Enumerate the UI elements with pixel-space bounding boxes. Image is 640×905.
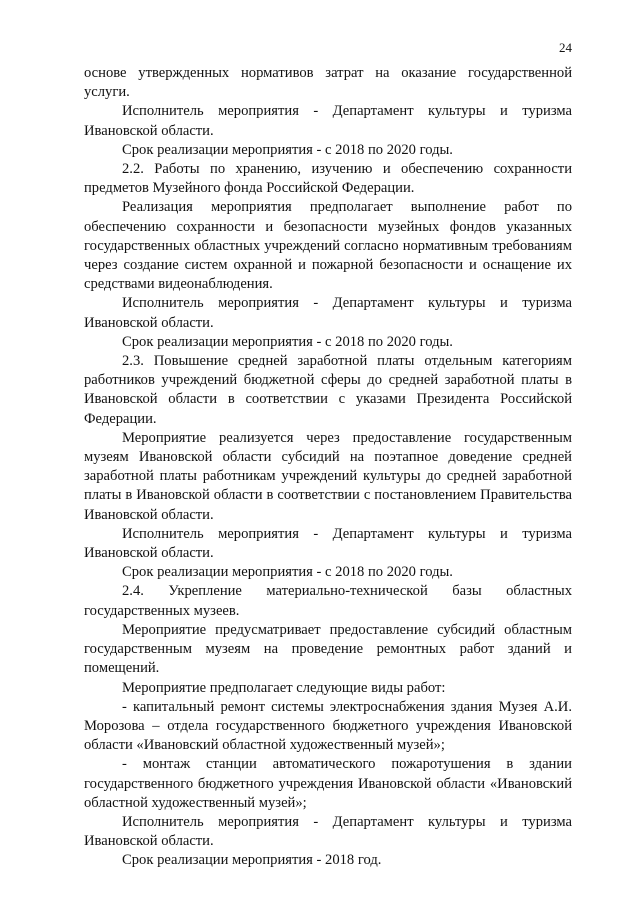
paragraph: Мероприятие предусматривает предоставление субсидий областным государственным музеям на проведение ремонтных работ зданий и помещений. [84,621,572,677]
paragraph: Исполнитель мероприятия - Департамент культуры и туризма Ивановской области. [84,103,572,139]
paragraph: 2.4. Укрепление материально-технической базы областных государственных музеев. [84,583,572,619]
document-body [84,64,572,871]
paragraph: - монтаж станции автоматического пожаротушения в здании государственного бюджетного учреждения Ивановской области «Ивановский областной художественный музей»; [84,756,572,811]
paragraph: Реализация мероприятия предполагает выполнение работ по обеспечению сохранности и безопасности музейных фондов указанных государственных областных учреждений согласно нормативным требованиям через создание систем охранной и пожарной безопасности и оснащение их средствами видеонаблюдения. [84,199,572,293]
paragraph: Срок реализации мероприятия - с 2018 по 2020 годы. [122,333,453,350]
paragraph: Исполнитель мероприятия - Департамент культуры и туризма Ивановской области. [84,295,572,331]
paragraph: Мероприятие реализуется через предоставление государственным музеям Ивановской области субсидий на поэтапное доведение средней заработной платы работникам учреждений культуры до средней заработной платы в Ивановской области в соответствии с постановлением Правительства Ивановской области. [84,429,572,523]
paragraph: Исполнитель мероприятия - Департамент культуры и туризма Ивановской области. [84,813,572,850]
paragraph: 2.3. Повышение средней заработной платы отдельным категориям работников учреждений бюджетной сферы до средней заработной платы в Ивановской области в соответствии с указами Президента Российской Федерации. [84,353,572,427]
paragraph: - капитальный ремонт системы электроснабжения здания Музея А.И. Морозова – отдела государственного бюджетного учреждения Ивановской области «Ивановский областной художественный музей»; [84,698,572,754]
paragraph: Мероприятие предполагает следующие виды работ: [122,679,446,696]
paragraph: Срок реализации мероприятия - 2018 год. [122,852,382,869]
paragraph: основе утвержденных нормативов затрат на оказание государственной услуги. [84,65,572,101]
page-number: 24 [559,40,572,55]
paragraph: Срок реализации мероприятия - с 2018 по 2020 годы. [122,564,453,581]
paragraph: 2.2. Работы по хранению, изучению и обеспечению сохранности предметов Музейного фонда Российской Федерации. [84,161,572,197]
paragraph: Исполнитель мероприятия - Департамент культуры и туризма Ивановской области. [84,525,572,562]
paragraph: Срок реализации мероприятия - с 2018 по 2020 годы. [122,141,453,158]
